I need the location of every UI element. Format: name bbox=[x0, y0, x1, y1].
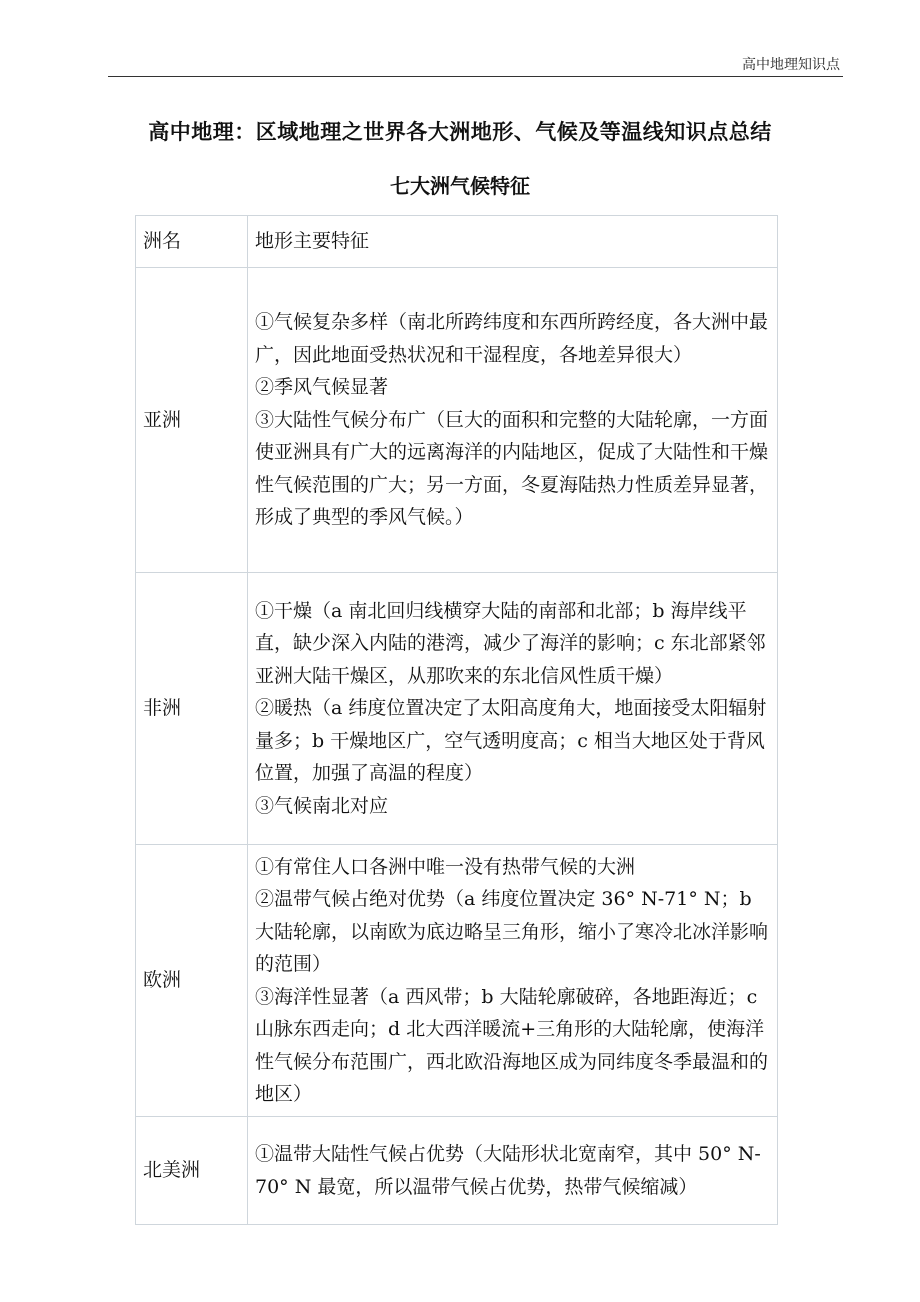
feature-line: ③大陆性气候分布广（巨大的面积和完整的大陆轮廓，一方面使亚洲具有广大的远离海洋的内陆地区，促成了大陆性和干燥性气候范围的广大；另一方面，冬夏海陆热力性质差异显著，形成了典型的季风气候。） bbox=[255, 408, 769, 529]
feature-cell bbox=[248, 268, 778, 573]
table-row bbox=[136, 268, 778, 573]
continent-name: 欧洲 bbox=[136, 845, 248, 1117]
feature-line: ①温带大陆性气候占优势（大陆形状北宽南窄，其中 50° N-70° N 最宽，所以温带气候占优势，热带气候缩减） bbox=[255, 1143, 761, 1198]
feature-cell bbox=[248, 573, 778, 845]
column-header-features: 地形主要特征 bbox=[248, 216, 778, 268]
table-row bbox=[136, 845, 778, 1117]
feature-line: ②季风气候显著 bbox=[255, 376, 389, 399]
feature-line: ③气候南北对应 bbox=[255, 794, 389, 817]
continent-name: 亚洲 bbox=[136, 268, 248, 573]
feature-line: ②暖热（a 纬度位置决定了太阳高度角大，地面接受太阳辐射量多；b 干燥地区广，空气透明度高；c 相当大地区处于背风位置，加强了高温的程度） bbox=[255, 697, 767, 785]
feature-line: ①有常住人口各洲中唯一没有热带气候的大洲 bbox=[255, 855, 636, 878]
header-divider bbox=[108, 76, 843, 77]
table-row bbox=[136, 1117, 778, 1225]
table-row bbox=[136, 573, 778, 845]
feature-line: ②温带气候占绝对优势（a 纬度位置决定 36° N-71° N；b 大陆轮廓，以南欧为底边略呈三角形，缩小了寒冷北冰洋影响的范围） bbox=[255, 888, 769, 975]
table-header-row bbox=[136, 216, 778, 268]
column-header-name: 洲名 bbox=[136, 216, 248, 268]
header-label: 高中地理知识点 bbox=[742, 57, 840, 73]
feature-line: ①干燥（a 南北回归线横穿大陆的南部和北部；b 海岸线平直，缺少深入内陆的港湾，减少了海洋的影响；c 东北部紧邻亚洲大陆干燥区，从那吹来的东北信风性质干燥） bbox=[255, 599, 766, 687]
feature-cell bbox=[248, 845, 778, 1117]
document-title: 高中地理：区域地理之世界各大洲地形、气候及等温线知识点总结 bbox=[148, 120, 772, 144]
feature-cell bbox=[248, 1117, 778, 1225]
feature-line: ③海洋性显著（a 西风带；b 大陆轮廓破碎，各地距海近；c 山脉东西走向；d 北大西洋暖流+三角形的大陆轮廓，使海洋性气候分布范围广，西北欧沿海地区成为同纬度冬季最温和的地区） bbox=[255, 985, 769, 1105]
section-subtitle: 七大洲气候特征 bbox=[390, 174, 530, 198]
continent-name: 北美洲 bbox=[136, 1117, 248, 1225]
climate-table bbox=[135, 215, 778, 1225]
continent-name: 非洲 bbox=[136, 573, 248, 845]
feature-line: ①气候复杂多样（南北所跨纬度和东西所跨经度，各大洲中最广，因此地面受热状况和干湿程度，各地差异很大） bbox=[255, 311, 769, 366]
